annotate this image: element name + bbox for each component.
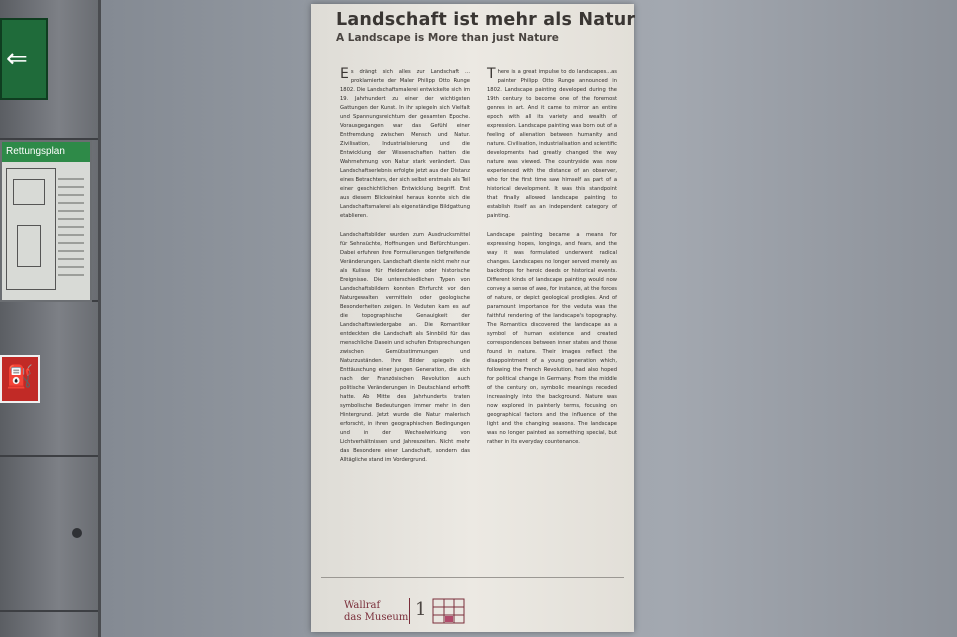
panel-subtitle: A Landscape is More than just Nature	[336, 32, 559, 44]
english-paragraph-1-text: here is a great impulse to do landscapes...as painter Philipp Otto Runge announced in 1802. Landscape painting developed during the 19th century to become one of the foremost genres in art. And it came to mirror an entire epoch with all its variety and wealth of expression. Landscape painting was born out of a feeling of alienation between humanity and nature. Civilisation, industrialisation and scientific developments had greatly changed the way nature was viewed. The countryside was now experienced with the distance of an observer, who for the first time saw himself as part of a historical development. It was this standpoint that finally allowed landscape painting to establish itself as an independent category of painting.	[487, 69, 617, 219]
english-initial: T	[487, 66, 496, 82]
german-initial: E	[340, 66, 349, 82]
floor-plan-icon	[432, 598, 465, 624]
museum-logo-line1: Wallraf	[344, 600, 381, 611]
exit-sign	[0, 18, 48, 100]
exit-arrow-icon: ⇐	[6, 44, 28, 74]
german-text-column	[340, 68, 470, 475]
museum-logo-line2: das Museum	[344, 612, 409, 623]
cabinet-seam	[0, 610, 98, 612]
room-number: 1	[415, 599, 427, 620]
museum-logo	[344, 600, 408, 624]
german-paragraph-2: Landschaftsbilder wurden zum Ausdrucksmittel für Sehnsüchte, Hoffnungen und Befürchtungen. Dabei erfuhren ihre Formulierungen tiefgreifende Veränderungen. Landschaft diente nicht mehr nur als Kulisse für Heldentaten oder historische Ereignisse. Die unterschiedlichen Typen von Landschaftsbildern konnten Ehrfurcht vor den Naturgewalten vermitteln oder geologische Besonderheiten zeigen. In Veduten kam es auf die topographische Genauigkeit der Landschaftswiedergabe an. Die Romantiker entdeckten die Landschaft als Sinnbild für das menschliche Dasein und schufen Entsprechungen zwischen Gemütsstimmungen und Naturzuständen. Ihre Bilder spiegeln die Enttäuschung einer jungen Generation, die sich nach der Französischen Revolution auch politische Veränderungen in Deutschland erhofft hatte. Ab Mitte des Jahrhunderts traten symbolische Bedeutungen immer mehr in den Hintergrund. Jetzt wurde die Natur malerisch erforscht, in ihren geographischen Bedingungen und in der Wechselwirkung von Lichtverhältnissen und Jahreszeiten. Nicht mehr das Besondere einer Landschaft, sondern das Alltägliche stand im Vordergrund.	[340, 232, 470, 463]
german-paragraph-1-text: s drängt sich alles zur Landschaft ... proklamierte der Maler Philipp Otto Runge 1802. Die Landschaftsmalerei entwickelte sich im 19. Jahrhundert zu einer der wichtigsten Gattungen der Kunst. In ihr spiegeln sich Vielfalt und Spannungsreichtum der gesamten Epoche. Vorausgegangen war das Gefühl einer Entfremdung zwischen Mensch und Natur. Zivilisation, Industrialisierung und die Entwicklung der Wissenschaften hatten die Wahrnehmung von Natur stark verändert. Das Landschaftserlebnis erfolgte jetzt aus der Distanz eines Betrachters, der sich selbst erstmals als Teil einer geschichtlichen Entwicklung begriff. Erst aus diesem Blickwinkel heraus konnte sich die Landschaftsmalerei als eigenständige Bildgattung etablieren.	[340, 69, 470, 219]
escape-plan-sign	[0, 140, 92, 302]
floor-plan-map	[6, 168, 56, 290]
english-paragraph-1	[487, 68, 617, 221]
footer-divider	[321, 577, 624, 578]
panel-title: Landschaft ist mehr als Natur	[336, 10, 636, 30]
german-paragraph-1	[340, 68, 470, 221]
wall-text-panel	[311, 4, 634, 632]
cabinet-lock	[72, 528, 82, 538]
metal-cabinet	[0, 0, 101, 637]
cabinet-seam	[0, 455, 98, 457]
logo-separator	[409, 598, 410, 624]
english-paragraph-2: Landscape painting became a means for expressing hopes, longings, and fears, and the way it was formulated underwent radical changes. Landscapes no longer served merely as backdrops for heroic deeds or historical events. Different kinds of landscape painting would now convey a sense of awe, for instance, at the forces of nature, or depict geological prodigies. And of paramount importance for the veduta was the faithful rendering of the landscape's topography. The Romantics discovered the landscape as a symbol of human existence and created correspondences between inner states and those found in nature. Their images reflect the disappointment of a young generation which, following the French Revolution, had also hoped for political change in Germany. From the middle of the century on, symbolic meanings receded increasingly into the background. Nature was now explored in painterly terms, focusing on geographical factors and the influence of the light and the changing seasons. The landscape was no longer painted as something special, but rather in its everyday countenance.	[487, 232, 617, 445]
fire-extinguisher-icon: ⛽	[0, 355, 40, 403]
floor-plan-legend	[58, 172, 84, 282]
escape-plan-label: Rettungsplan	[2, 142, 90, 162]
english-text-column	[487, 68, 617, 457]
